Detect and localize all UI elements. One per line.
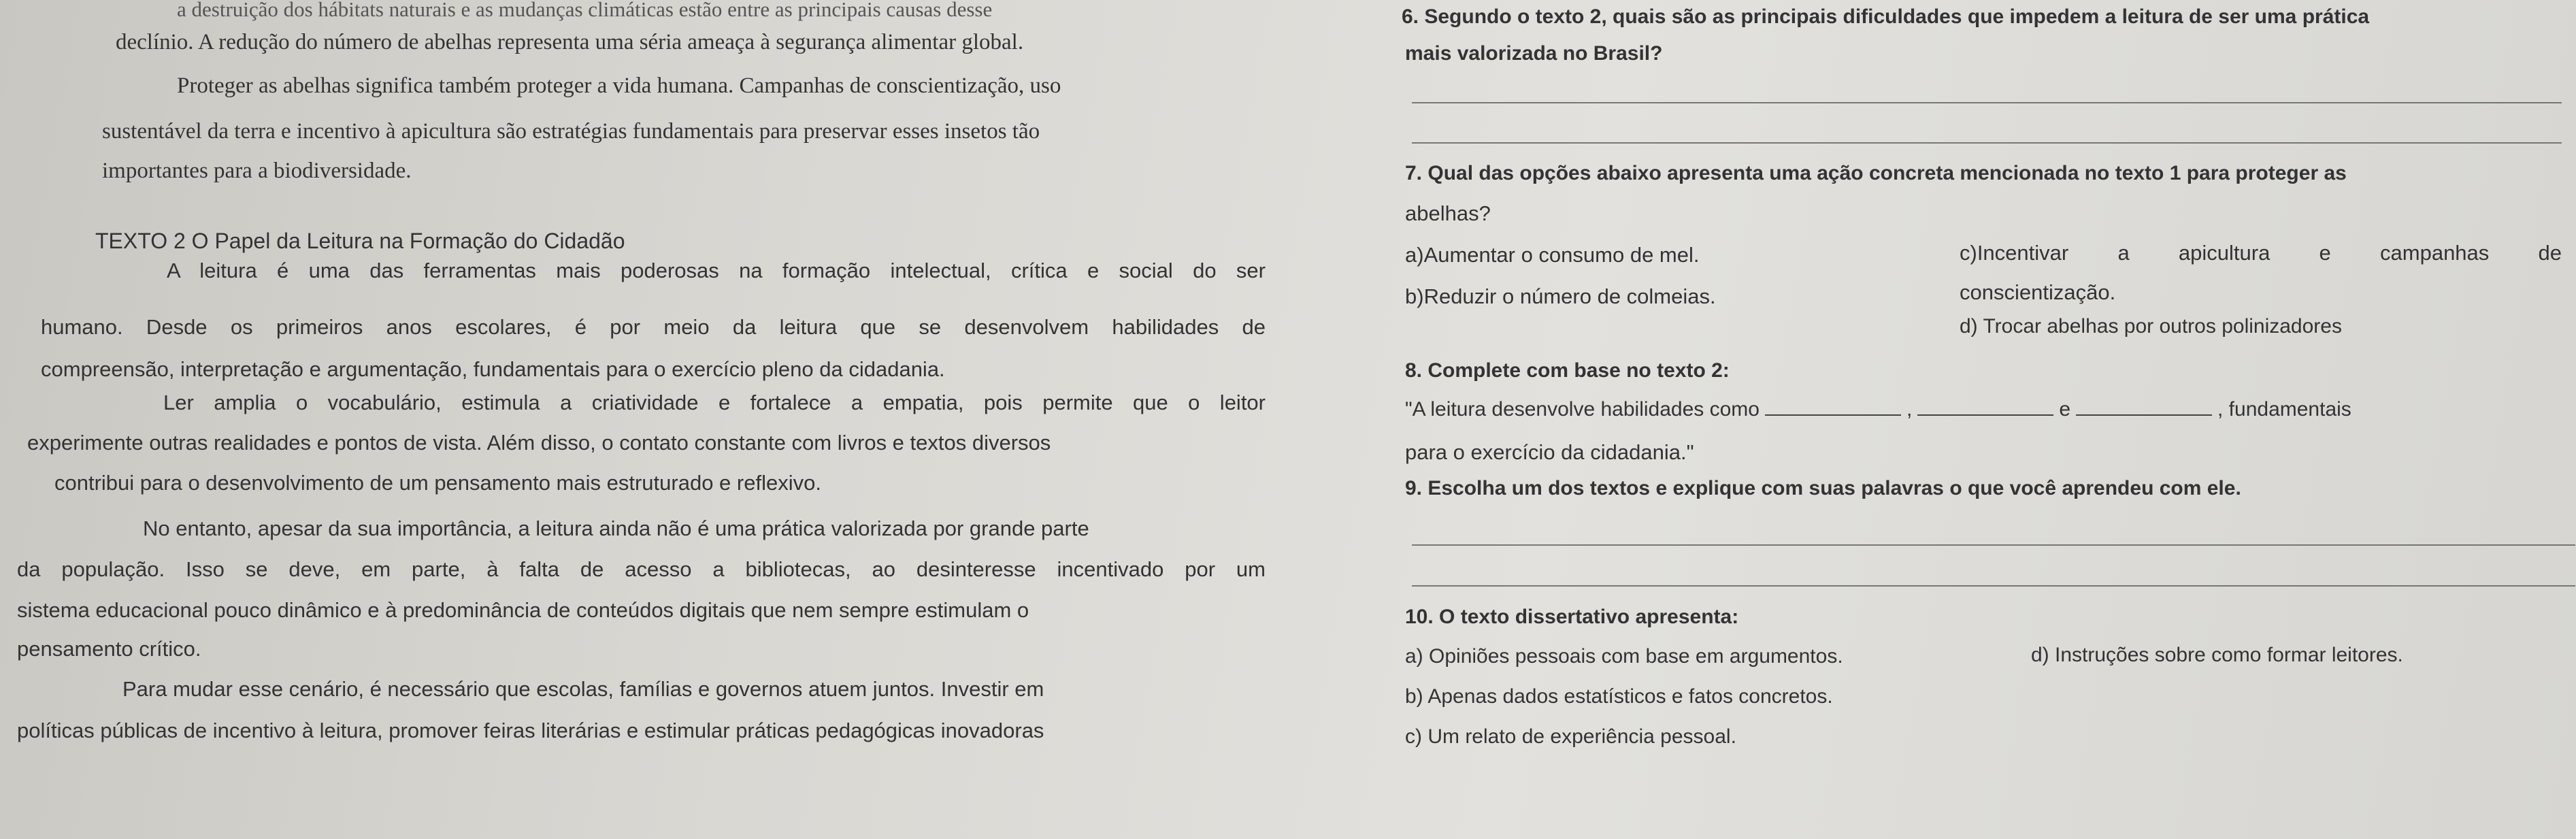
q7-option-d[interactable]: d) Trocar abelhas por outros polinizadores xyxy=(1960,315,2342,338)
text2-title-text: TEXTO 2 O Papel da Leitura na Formação do Cidadão xyxy=(95,229,625,253)
question-7-line-2: abelhas? xyxy=(1405,201,1491,225)
question-7-line-1: 7. Qual das opções abaixo apresenta uma ação concreta mencionada no texto 1 para proteger as xyxy=(1405,162,2347,184)
text2-line-8: da população. Isso se deve, em parte, à falta de acesso a bibliotecas, ao desinteresse incentivado por um xyxy=(17,557,1266,581)
q10-option-d[interactable]: d) Instruções sobre como formar leitores. xyxy=(2031,644,2403,666)
question-9: 9. Escolha um dos textos e explique com suas palavras o que você aprendeu com ele. xyxy=(1405,477,2241,499)
question-8-line-2: para o exercício da cidadania." xyxy=(1405,440,1694,464)
q8-blank-2[interactable] xyxy=(1917,414,2053,416)
text2-line-12: políticas públicas de incentivo à leitura, promover feiras literárias e estimular práticas pedagógicas inovadoras xyxy=(17,719,1044,742)
text2-line-3: compreensão, interpretação e argumentação, fundamentais para o exercício pleno da cidadania. xyxy=(41,357,945,381)
text2-line-7: No entanto, apesar da sua importância, a leitura ainda não é uma prática valorizada por grande parte xyxy=(143,516,1089,540)
q7-option-b[interactable]: b)Reduzir o número de colmeias. xyxy=(1405,284,1716,308)
q8-separator-2: e xyxy=(2059,398,2071,421)
q7-option-a[interactable]: a)Aumentar o consumo de mel. xyxy=(1405,243,1700,267)
q8-separator-1: , xyxy=(1906,398,1913,421)
text2-line-9: sistema educacional pouco dinâmico e à predominância de conteúdos digitais que nem sempre estimulam o xyxy=(17,598,1029,622)
q7-option-c-line-1[interactable]: c)Incentivar a apicultura e campanhas de xyxy=(1960,241,2562,265)
text2-line-11: Para mudar esse cenário, é necessário que escolas, famílias e governos atuem juntos. Investir em xyxy=(122,677,1044,701)
text1-line-4: sustentável da terra e incentivo à apicultura são estratégias fundamentais para preservar esses insetos tão xyxy=(102,119,1040,144)
question-8-title: 8. Complete com base no texto 2: xyxy=(1405,359,1730,382)
text1-line-3: Proteger as abelhas significa também proteger a vida humana. Campanhas de conscientização, uso xyxy=(177,73,1061,98)
text2-line-1: A leitura é uma das ferramentas mais poderosas na formação intelectual, crítica e social do ser xyxy=(167,259,1266,282)
q10-option-a[interactable]: a) Opiniões pessoais com base em argumentos. xyxy=(1405,645,1843,668)
text1-line-2: declínio. A redução do número de abelhas representa uma séria ameaça à segurança alimentar global. xyxy=(116,30,1024,54)
text2-title xyxy=(95,229,625,254)
q10-option-c[interactable]: c) Um relato de experiência pessoal. xyxy=(1405,725,1736,748)
text2-line-6: contribui para o desenvolvimento de um pensamento mais estruturado e reflexivo. xyxy=(54,471,821,495)
question-6-line-1: 6. Segundo o texto 2, quais são as principais dificuldades que impedem a leitura de ser uma prática xyxy=(1402,5,2370,28)
text2-line-5: experimente outras realidades e pontos de vista. Além disso, o contato constante com livros e textos diversos xyxy=(27,431,1051,455)
question-6-line-2: mais valorizada no Brasil? xyxy=(1405,42,1663,65)
q7-option-c-line-2[interactable]: conscientização. xyxy=(1960,280,2116,304)
text1-line-5: importantes para a biodiversidade. xyxy=(102,159,412,183)
q8-quote-start: "A leitura desenvolve habilidades como xyxy=(1405,398,1760,421)
q10-option-b[interactable]: b) Apenas dados estatísticos e fatos concretos. xyxy=(1405,685,1833,708)
question-10-title: 10. O texto dissertativo apresenta: xyxy=(1405,606,1739,628)
q8-quote-end: , fundamentais xyxy=(2217,398,2351,421)
text1-line-1: a destruição dos hábitats naturais e as mudanças climáticas estão entre as principais causas desse xyxy=(177,0,993,21)
answer-line-q9-2[interactable] xyxy=(1412,585,2575,587)
answer-line-q6-2[interactable] xyxy=(1412,142,2562,144)
answer-line-q9-1[interactable] xyxy=(1412,544,2575,546)
q8-blank-1[interactable] xyxy=(1765,414,1901,416)
text2-line-10: pensamento crítico. xyxy=(17,637,201,661)
question-8-sentence xyxy=(1405,398,2351,421)
text2-line-4: Ler amplia o vocabulário, estimula a criatividade e fortalece a empatia, pois permite que o leitor xyxy=(163,391,1266,414)
q8-blank-3[interactable] xyxy=(2076,414,2212,416)
answer-line-q6-1[interactable] xyxy=(1412,102,2562,103)
text2-line-2: humano. Desde os primeiros anos escolares, é por meio da leitura que se desenvolvem habilidades de xyxy=(41,315,1266,339)
